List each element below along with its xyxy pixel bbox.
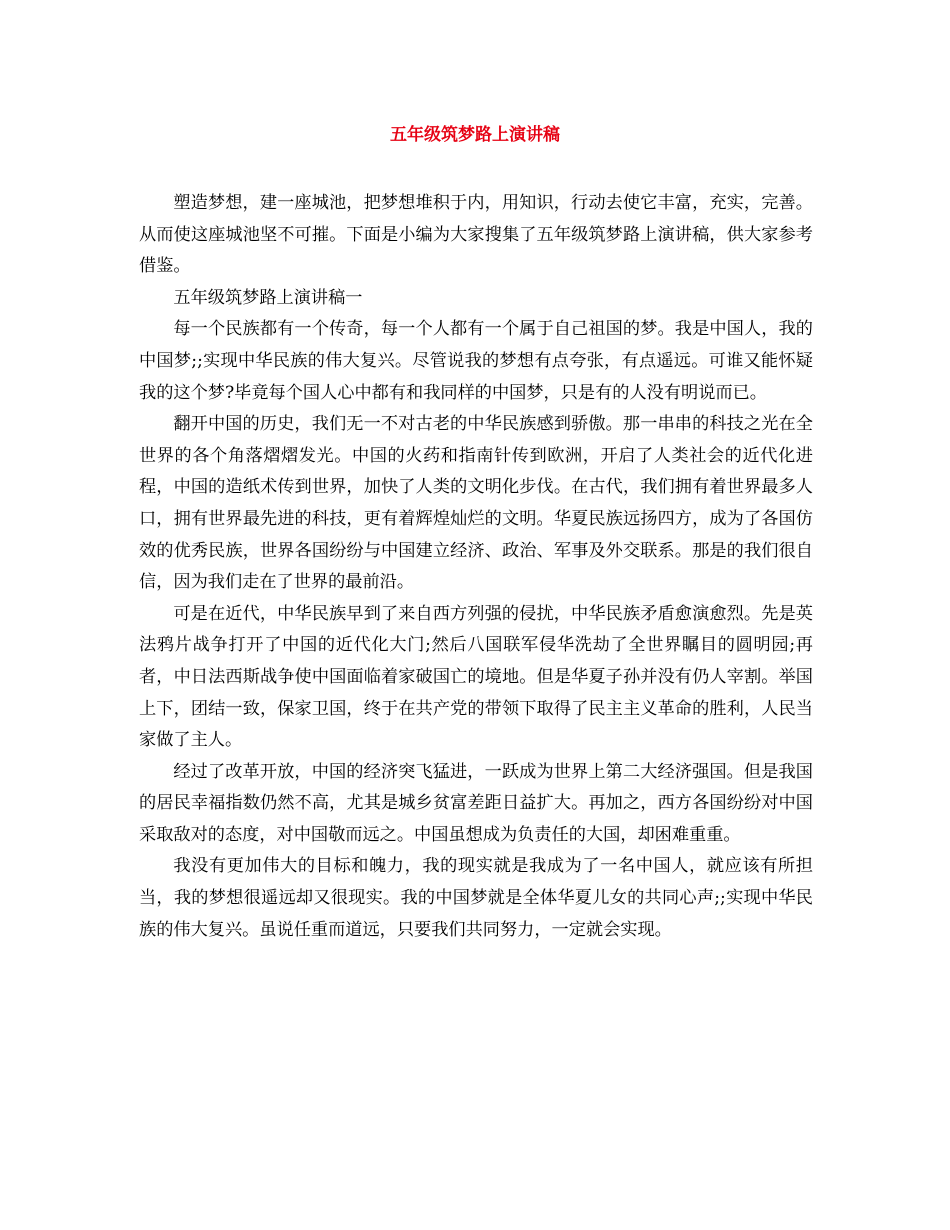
paragraph: 翻开中国的历史，我们无一不对古老的中华民族感到骄傲。那一串串的科技之光在全世界的各个角落熠熠发光。中国的火药和指南针传到欧洲，开启了人类社会的近代化进程，中国的造纸术传到世界，加快了人类的文明化步伐。在古代，我们拥有着世界最多人口，拥有世界最先进的科技，更有着辉煌灿烂的文明。华夏民族远扬四方，成为了各国仿效的优秀民族，世界各国纷纷与中国建立经济、政治、军事及外交联系。那是的我们很自信，因为我们走在了世界的最前沿。 bbox=[139, 414, 813, 593]
section-heading: 五年级筑梦路上演讲稿一 bbox=[173, 287, 363, 308]
paragraph: 每一个民族都有一个传奇，每一个人都有一个属于自己祖国的梦。我是中国人，我的中国梦;;实现中华民族的伟大复兴。尽管说我的梦想有点夸张，有点遥远。可谁又能怀疑我的这个梦?毕竟每个国人心中都有和我同样的中国梦，只是有的人没有明说而已。 bbox=[139, 319, 813, 403]
paragraph: 经过了改革开放，中国的经济突飞猛进，一跃成为世界上第二大经济强国。但是我国的居民幸福指数仍然不高，尤其是城乡贫富差距日益扩大。再加之，西方各国纷纷对中国采取敌对的态度，对中国敬而远之。中国虽想成为负责任的大国，却困难重重。 bbox=[139, 761, 813, 845]
document-body bbox=[139, 188, 813, 946]
document-title: 五年级筑梦路上演讲稿 bbox=[390, 125, 560, 145]
paragraph: 我没有更加伟大的目标和魄力，我的现实就是我成为了一名中国人，就应该有所担当，我的梦想很遥远却又很现实。我的中国梦就是全体华夏儿女的共同心声;;实现中华民族的伟大复兴。虽说任重而道远，只要我们共同努力，一定就会实现。 bbox=[139, 856, 813, 940]
paragraph: 可是在近代，中华民族早到了来自西方列强的侵扰，中华民族矛盾愈演愈烈。先是英法鸦片战争打开了中国的近代化大门;然后八国联军侵华洗劫了全世界瞩目的圆明园;再者，中日法西斯战争使中国面临着家破国亡的境地。但是华夏子孙并没有仍人宰割。举国上下，团结一致，保家卫国，终于在共产党的带领下取得了民主主义革命的胜利，人民当家做了主人。 bbox=[139, 603, 813, 751]
paragraph-intro: 塑造梦想，建一座城池，把梦想堆积于内，用知识，行动去使它丰富，充实，完善。从而使这座城池坚不可摧。下面是小编为大家搜集了五年级筑梦路上演讲稿，供大家参考借鉴。 bbox=[139, 193, 813, 277]
